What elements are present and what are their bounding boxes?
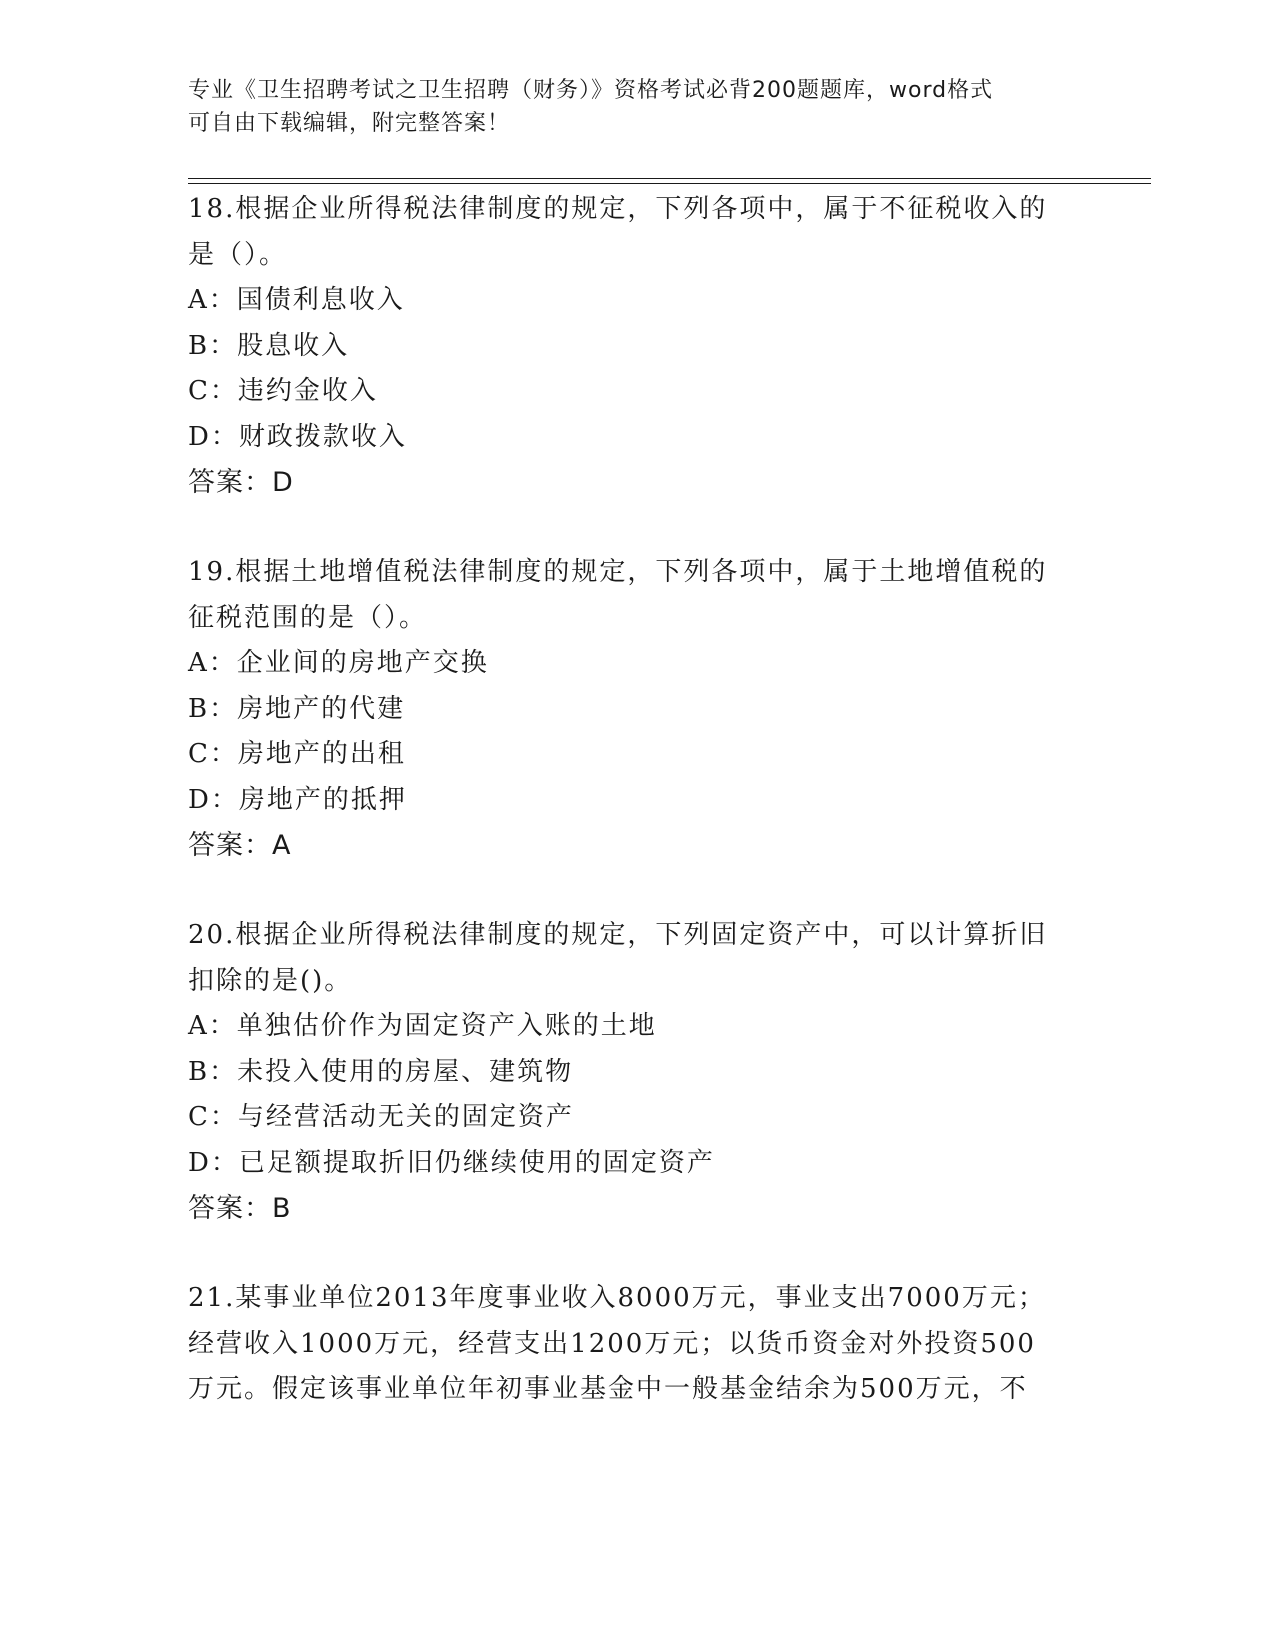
answer-label: 答案：A [188, 830, 292, 861]
option-c: C：房地产的出租 [188, 739, 406, 769]
document-header [188, 74, 1088, 140]
question-stem-line: 19.根据土地增值税法律制度的规定，下列各项中，属于土地增值税的 [188, 557, 1048, 587]
option-c: C：与经营活动无关的固定资产 [188, 1102, 574, 1132]
header-line-2: 可自由下载编辑，附完整答案！ [188, 111, 511, 136]
question-stem-line: 18.根据企业所得税法律制度的规定，下列各项中，属于不征税收入的 [188, 194, 1048, 224]
option-b: B：未投入使用的房屋、建筑物 [188, 1056, 574, 1087]
option-b: B：房地产的代建 [188, 693, 406, 724]
question-stem-line: 20.根据企业所得税法律制度的规定，下列固定资产中，可以计算折旧 [188, 920, 1048, 950]
option-d: D：已足额提取折旧仍继续使用的固定资产 [188, 1147, 715, 1178]
question-stem-line: 征税范围的是（）。 [188, 602, 428, 633]
option-a: A：单独估价作为固定资产入账的土地 [188, 1011, 657, 1041]
option-d: D：房地产的抵押 [188, 784, 407, 815]
option-d: D：财政拨款收入 [188, 421, 407, 452]
answer-label: 答案：D [188, 467, 294, 498]
header-line-1: 专业《卫生招聘考试之卫生招聘（财务）》资格考试必背200题题库，word格式 [188, 78, 994, 103]
header-divider-top [188, 178, 1151, 179]
question-stem-line: 扣除的是()。 [188, 965, 353, 996]
option-a: A：国债利息收入 [188, 285, 405, 315]
header-divider-bottom [188, 183, 1151, 184]
question-19 [188, 550, 1088, 869]
question-stem-line: 万元。假定该事业单位年初事业基金中一般基金结余为500万元，不 [188, 1374, 1028, 1404]
option-b: B：股息收入 [188, 330, 350, 361]
question-stem-line: 是（）。 [188, 239, 288, 270]
question-stem-line: 经营收入1000万元，经营支出1200万元；以货币资金对外投资500 [188, 1328, 1036, 1359]
answer-label: 答案：B [188, 1193, 292, 1224]
question-21 [188, 1276, 1088, 1413]
option-c: C：违约金收入 [188, 376, 378, 406]
question-stem-line: 21.某事业单位2013年度事业收入8000万元，事业支出7000万元； [188, 1283, 1046, 1313]
question-18 [188, 187, 1088, 506]
question-20 [188, 913, 1088, 1232]
option-a: A：企业间的房地产交换 [188, 648, 489, 678]
